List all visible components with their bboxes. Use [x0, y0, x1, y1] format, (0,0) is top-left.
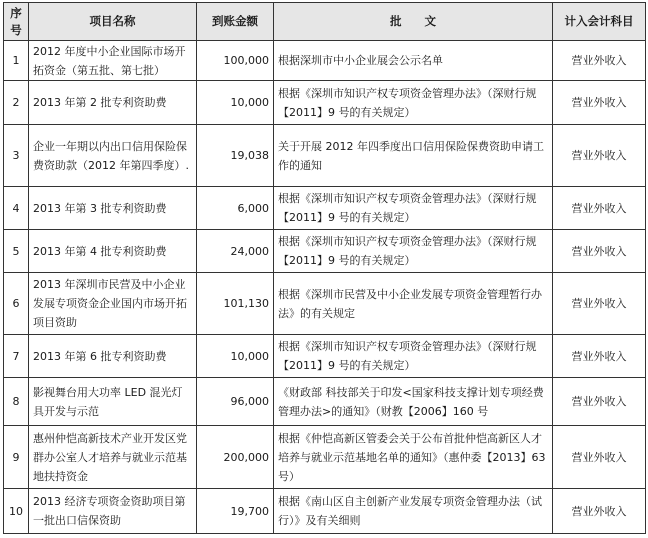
accounting-subject: 营业外收入 — [553, 187, 646, 230]
table-row — [4, 426, 646, 489]
approval-document: 根据《深圳市知识产权专项资金管理办法》（深财行规【2011】9 号的有关规定） — [274, 230, 553, 273]
project-name: 2013 年第 4 批专利资助费 — [29, 230, 197, 273]
amount-received: 100,000 — [197, 41, 274, 81]
accounting-subject: 营业外收入 — [553, 378, 646, 426]
row-number: 8 — [4, 378, 29, 426]
project-name: 2013 经济专项资金资助项目第一批出口信保资助 — [29, 489, 197, 534]
amount-received: 19,700 — [197, 489, 274, 534]
table-row — [4, 378, 646, 426]
amount-received: 10,000 — [197, 335, 274, 378]
project-name: 2013 年第 2 批专利资助费 — [29, 81, 197, 125]
table-header-row — [4, 3, 646, 41]
table-row — [4, 335, 646, 378]
project-name: 影视舞台用大功率 LED 混光灯具开发与示范 — [29, 378, 197, 426]
amount-received: 200,000 — [197, 426, 274, 489]
header-amount: 到账金额 — [197, 3, 274, 41]
accounting-subject: 营业外收入 — [553, 41, 646, 81]
approval-document: 根据《深圳市知识产权专项资金管理办法》（深财行规【2011】9 号的有关规定） — [274, 81, 553, 125]
table-row — [4, 125, 646, 187]
header-approval-document: 批 文 — [274, 3, 553, 41]
approval-document: 《财政部 科技部关于印发<国家科技支撑计划专项经费管理办法>的通知》（财教【2006】160 号 — [274, 378, 553, 426]
approval-document: 根据《深圳市民营及中小企业发展专项资金管理暂行办法》的有关规定 — [274, 273, 553, 335]
header-no: 序号 — [4, 3, 29, 41]
amount-received: 96,000 — [197, 378, 274, 426]
row-number: 6 — [4, 273, 29, 335]
table-row — [4, 230, 646, 273]
approval-document: 关于开展 2012 年四季度出口信用保险保费资助申请工作的通知 — [274, 125, 553, 187]
accounting-subject: 营业外收入 — [553, 273, 646, 335]
project-name: 2013 年第 3 批专利资助费 — [29, 187, 197, 230]
header-project-name: 项目名称 — [29, 3, 197, 41]
table-row — [4, 273, 646, 335]
row-number: 5 — [4, 230, 29, 273]
accounting-subject: 营业外收入 — [553, 489, 646, 534]
amount-received: 101,130 — [197, 273, 274, 335]
approval-document: 根据深圳市中小企业展会公示名单 — [274, 41, 553, 81]
row-number: 3 — [4, 125, 29, 187]
project-name: 2013 年深圳市民营及中小企业发展专项资金企业国内市场开拓项目资助 — [29, 273, 197, 335]
amount-received: 19,038 — [197, 125, 274, 187]
accounting-subject: 营业外收入 — [553, 335, 646, 378]
accounting-subject: 营业外收入 — [553, 81, 646, 125]
amount-received: 24,000 — [197, 230, 274, 273]
approval-document: 根据《仲恺高新区管委会关于公布首批仲恺高新区人才培养与就业示范基地名单的通知》（惠仲委【2013】63 号） — [274, 426, 553, 489]
project-name: 惠州仲恺高新技术产业开发区党群办公室人才培养与就业示范基地扶持资金 — [29, 426, 197, 489]
row-number: 7 — [4, 335, 29, 378]
approval-document: 根据《深圳市知识产权专项资金管理办法》（深财行规【2011】9 号的有关规定） — [274, 335, 553, 378]
table-row — [4, 41, 646, 81]
amount-received: 10,000 — [197, 81, 274, 125]
project-name: 企业一年期以内出口信用保险保费资助款（2012 年第四季度）. — [29, 125, 197, 187]
table-row — [4, 81, 646, 125]
row-number: 10 — [4, 489, 29, 534]
row-number: 2 — [4, 81, 29, 125]
row-number: 9 — [4, 426, 29, 489]
accounting-subject: 营业外收入 — [553, 125, 646, 187]
project-name: 2013 年第 6 批专利资助费 — [29, 335, 197, 378]
project-name: 2012 年度中小企业国际市场开拓资金（第五批、第七批） — [29, 41, 197, 81]
accounting-subject: 营业外收入 — [553, 426, 646, 489]
grant-income-table — [3, 2, 646, 534]
row-number: 1 — [4, 41, 29, 81]
header-account: 计入会计科目 — [553, 3, 646, 41]
row-number: 4 — [4, 187, 29, 230]
amount-received: 6,000 — [197, 187, 274, 230]
accounting-subject: 营业外收入 — [553, 230, 646, 273]
approval-document: 根据《南山区自主创新产业发展专项资金管理办法（试行）》及有关细则 — [274, 489, 553, 534]
table-row — [4, 489, 646, 534]
approval-document: 根据《深圳市知识产权专项资金管理办法》（深财行规【2011】9 号的有关规定） — [274, 187, 553, 230]
table-row — [4, 187, 646, 230]
